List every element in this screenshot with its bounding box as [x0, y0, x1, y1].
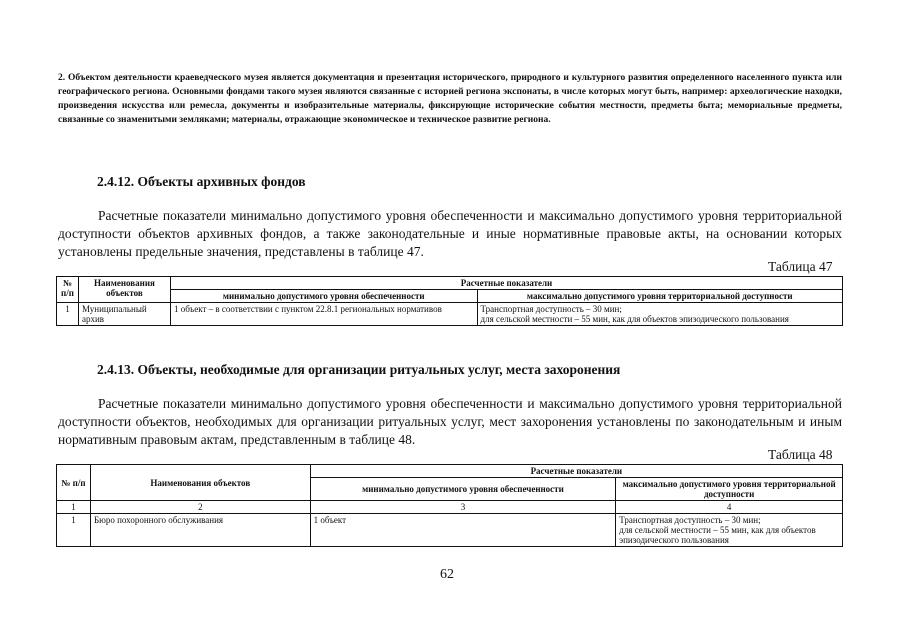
intro-paragraph: 2. Объектом деятельности краеведческого музея является документация и презентация исторического, природного и культурного развития определенного населенного пункта или географического региона. Основными фондами такого музея являются связанные с историей региона экспонаты, в числе которых могут быть, например: археологические находки, произведения искусства или ремесла, документы и изобразительные материалы, фиксирующие исторические события местности, предметы быта; мемориальные предметы, связанные со знаменитыми земляками; материалы, отражающие экономическое и техническое развитие региона.	[58, 73, 842, 125]
section-2412-heading: 2.4.12. Объекты архивных фондов	[97, 174, 306, 189]
table-48-index-3: 3	[310, 501, 616, 514]
table-48-header-min: минимально допустимого уровня обеспеченности	[310, 478, 616, 501]
table-47-header-name: Наименования объектов	[78, 277, 170, 303]
table-48-cell-max-line1: Транспортная доступность – 30 мин;	[619, 515, 761, 525]
table-48-cell-name: Бюро похоронного обслуживания	[90, 514, 310, 547]
table-48-header-max: максимально допустимого уровня территориальной доступности	[616, 478, 843, 501]
table-47-cell-min: 1 объект – в соответствии с пунктом 22.8.1 региональных нормативов	[170, 303, 477, 326]
table-48-header-num: № п/п	[57, 465, 91, 501]
table-48-cell-max	[616, 514, 843, 547]
table-47-cell-name: Муниципальный архив	[78, 303, 170, 326]
table-47-header-max: максимально допустимого уровня территориальной доступности	[477, 290, 843, 303]
table-47-cell-max	[477, 303, 843, 326]
table-48-index-1: 1	[57, 501, 91, 514]
table-47-cell-max-line2: для сельской местности – 55 мин, как для объектов эпизодического пользования	[480, 314, 789, 324]
table-row	[57, 303, 843, 326]
page-number: 62	[440, 567, 454, 582]
table-48-header-group: Расчетные показатели	[310, 465, 842, 478]
table-47	[56, 276, 843, 326]
section-2413-heading: 2.4.13. Объекты, необходимые для организации ритуальных услуг, места захоронения	[97, 362, 621, 377]
table-47-cell-num: 1	[57, 303, 79, 326]
table-47-header-group: Расчетные показатели	[170, 277, 842, 290]
table-48-cell-num: 1	[57, 514, 91, 547]
table-48-index-4: 4	[616, 501, 843, 514]
table-index-row	[57, 501, 843, 514]
table-48-caption: Таблица 48	[768, 447, 833, 462]
section-2413-body: Расчетные показатели минимально допустимого уровня обеспеченности и максимально допустимого уровня территориальной доступности объектов, необходимых для организации ритуальных услуг, мест захоронения установлены по законодательным и иным нормативным правовым актам, представленным в таблице 48.	[58, 396, 842, 447]
table-48-header-name: Наименования объектов	[90, 465, 310, 501]
table-48-index-2: 2	[90, 501, 310, 514]
table-48-cell-min: 1 объект	[310, 514, 616, 547]
table-47-cell-max-line1: Транспортная доступность – 30 мин;	[480, 304, 622, 314]
table-48	[56, 464, 843, 547]
table-47-header-min: минимально допустимого уровня обеспеченности	[170, 290, 477, 303]
table-47-caption: Таблица 47	[768, 259, 833, 274]
section-2412-body: Расчетные показатели минимально допустимого уровня обеспеченности и максимально допустимого уровня территориальной доступности объектов архивных фондов, а также законодательные и иные нормативные правовые акты, на основании которых установлены предельные значения, представлены в таблице 47.	[58, 208, 842, 259]
table-row	[57, 514, 843, 547]
table-47-header-num: № п/п	[57, 277, 79, 303]
table-48-cell-max-line2: для сельской местности – 55 мин, как для объектов эпизодического пользования	[619, 525, 816, 545]
